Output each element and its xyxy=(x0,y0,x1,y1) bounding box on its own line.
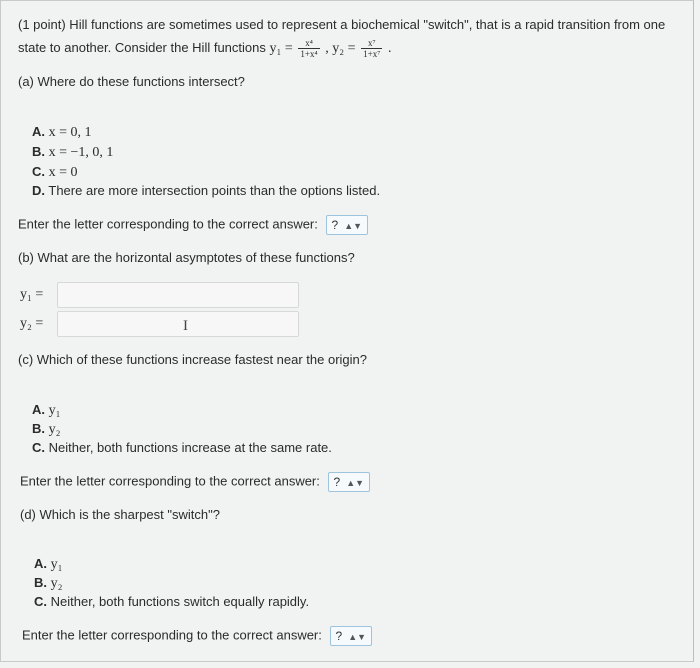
part-c-prompt-row xyxy=(20,472,370,492)
option-letter: C. xyxy=(32,164,45,179)
y2-label: , y₂ = xyxy=(325,40,356,56)
y2-denominator: 1+x⁷ xyxy=(363,49,381,59)
select-arrows-icon: ▲▼ xyxy=(346,478,365,488)
y1-denominator: 1+x⁴ xyxy=(300,49,318,59)
part-d-prompt: Enter the letter corresponding to the correct answer: xyxy=(22,627,322,643)
intro-text: state to another. Consider the Hill functions xyxy=(18,39,266,55)
option-letter: D. xyxy=(32,183,45,198)
option-letter: B. xyxy=(34,575,47,590)
part-a-option-c xyxy=(32,164,78,181)
part-a-prompt-row xyxy=(18,215,368,235)
option-letter: A. xyxy=(32,402,45,417)
option-text: There are more intersection points than the options listed. xyxy=(48,183,381,198)
option-text: y₁ xyxy=(48,403,61,418)
text-cursor-icon: I xyxy=(183,318,188,334)
part-a-answer-select[interactable] xyxy=(326,215,369,235)
part-a-option-b xyxy=(32,144,113,161)
intro-line-1: (1 point) Hill functions are sometimes used to represent a biochemical "switch", that is a rapid transition from one xyxy=(18,17,666,32)
option-letter: B. xyxy=(32,421,45,436)
part-b-question: (b) What are the horizontal asymptotes of these functions? xyxy=(18,250,355,265)
part-c-option-c xyxy=(32,440,332,455)
option-letter: B. xyxy=(32,144,45,159)
part-d-option-c xyxy=(34,594,309,609)
option-letter: A. xyxy=(32,124,45,139)
intro-end-dot: . xyxy=(388,40,392,56)
option-text: Neither, both functions switch equally rapidly. xyxy=(50,594,310,609)
part-d-question: (d) Which is the sharpest "switch"? xyxy=(20,507,220,522)
part-c-question: (c) Which of these functions increase fastest near the origin? xyxy=(18,352,368,367)
part-c-option-b xyxy=(32,421,61,438)
y2-asymptote-input[interactable] xyxy=(57,311,299,337)
select-value: ? xyxy=(335,629,343,643)
select-arrows-icon: ▲▼ xyxy=(348,632,367,642)
y1-asymptote-input[interactable] xyxy=(57,282,299,308)
option-text: y₂ xyxy=(48,422,61,437)
option-text: x = 0 xyxy=(48,165,78,180)
select-value: ? xyxy=(331,218,339,232)
part-d-option-b xyxy=(34,575,63,592)
y2-numerator: x⁷ xyxy=(361,38,382,49)
y1-label: y₁ = xyxy=(269,40,293,56)
part-b-y1-label: y₁ = xyxy=(20,287,44,302)
option-text: y₁ xyxy=(50,557,63,572)
part-a-prompt: Enter the letter corresponding to the correct answer: xyxy=(18,216,318,232)
part-a-question: (a) Where do these functions intersect? xyxy=(18,74,245,89)
part-c-prompt: Enter the letter corresponding to the correct answer: xyxy=(20,473,320,489)
part-d-option-a xyxy=(34,556,63,573)
option-text: x = 0, 1 xyxy=(48,125,92,140)
part-d-prompt-row xyxy=(22,626,372,646)
option-letter: C. xyxy=(34,594,47,609)
select-value: ? xyxy=(333,475,341,489)
part-c-answer-select[interactable] xyxy=(328,472,371,492)
y2-fraction xyxy=(361,38,382,59)
option-text: y₂ xyxy=(50,576,63,591)
part-a-option-d xyxy=(32,183,380,198)
part-d-answer-select[interactable] xyxy=(330,626,373,646)
part-a-option-a xyxy=(32,124,92,141)
option-text: x = −1, 0, 1 xyxy=(48,145,114,160)
intro-line-2 xyxy=(18,38,392,59)
y1-fraction xyxy=(298,38,319,59)
part-b-y2-label: y₂ = xyxy=(20,316,44,331)
option-letter: A. xyxy=(34,556,47,571)
option-letter: C. xyxy=(32,440,45,455)
option-text: Neither, both functions increase at the same rate. xyxy=(48,440,332,455)
part-c-option-a xyxy=(32,402,61,419)
y1-numerator: x⁴ xyxy=(298,38,319,49)
select-arrows-icon: ▲▼ xyxy=(344,221,363,231)
